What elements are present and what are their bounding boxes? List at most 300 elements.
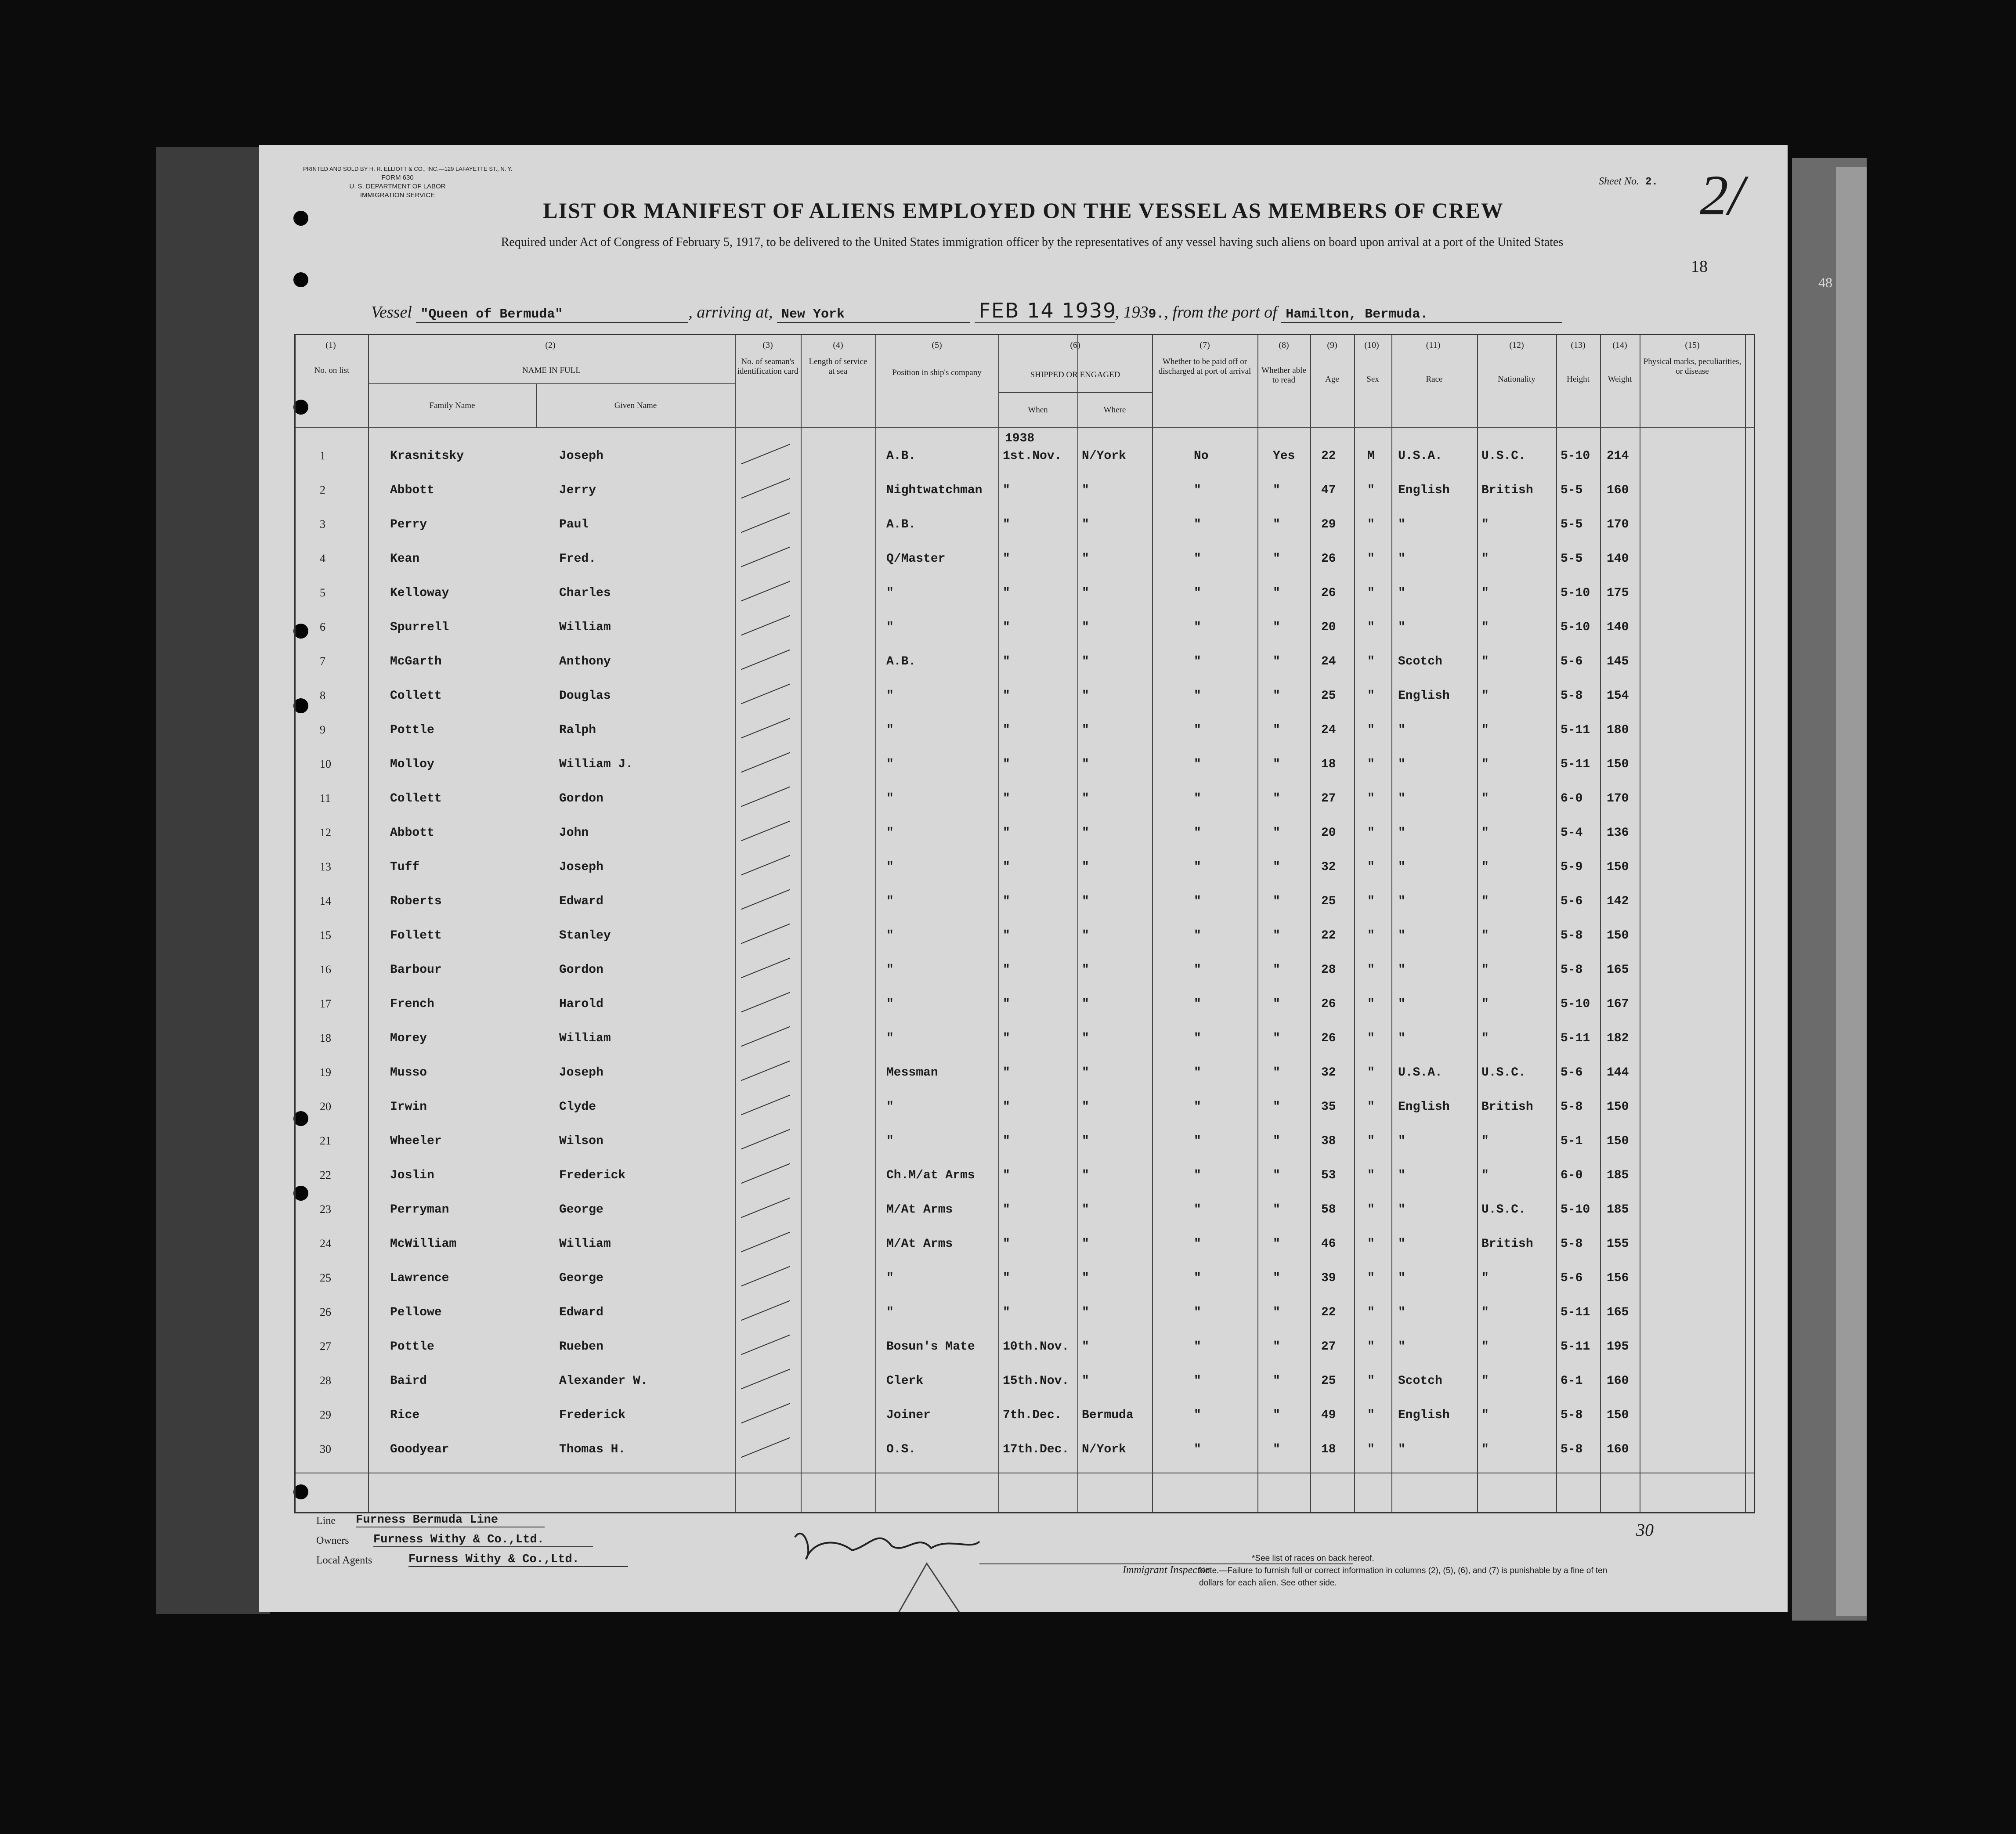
height: 5-6 [1561, 1271, 1583, 1285]
race: " [1398, 1271, 1405, 1285]
position: " [886, 621, 894, 634]
paid-off: " [1194, 997, 1201, 1011]
given-name: Harold [559, 997, 603, 1011]
sex: " [1367, 1374, 1375, 1388]
race: " [1398, 758, 1405, 771]
sex: " [1367, 1306, 1375, 1319]
position: " [886, 1032, 894, 1045]
family-name: Molloy [390, 758, 434, 771]
given-name: William [559, 621, 611, 634]
line-value: Furness Bermuda Line [356, 1513, 545, 1527]
height: 5-11 [1561, 1032, 1590, 1045]
shipped-where: " [1082, 1203, 1089, 1217]
table-row [296, 440, 1754, 475]
position: " [886, 997, 894, 1011]
row-number: 16 [320, 963, 331, 976]
sex: " [1367, 518, 1375, 531]
age: 39 [1321, 1271, 1336, 1285]
sex: " [1367, 1066, 1375, 1079]
shipped-where: " [1082, 586, 1089, 600]
weight: 150 [1607, 1100, 1629, 1114]
position: " [886, 586, 894, 600]
nationality: " [1481, 1408, 1489, 1422]
able-to-read: " [1273, 895, 1280, 908]
nationality: " [1481, 1032, 1489, 1045]
paid-off: " [1194, 552, 1201, 566]
sex: " [1367, 1237, 1375, 1251]
height: 5-8 [1561, 1443, 1583, 1456]
weight: 150 [1607, 860, 1629, 874]
weight: 160 [1607, 1443, 1629, 1456]
row-number: 22 [320, 1169, 331, 1181]
sex: " [1367, 929, 1375, 942]
height: 5-11 [1561, 758, 1590, 771]
height: 5-10 [1561, 1203, 1590, 1217]
position: " [886, 689, 894, 703]
card-check-mark [741, 547, 790, 567]
table-row [296, 783, 1754, 817]
paid-off: " [1194, 484, 1201, 497]
height: 5-10 [1561, 586, 1590, 600]
race: " [1398, 723, 1405, 737]
weight: 185 [1607, 1169, 1629, 1182]
shipped-where: " [1082, 1066, 1089, 1079]
age: 27 [1321, 792, 1336, 805]
card-check-mark [741, 1437, 790, 1458]
position: " [886, 1271, 894, 1285]
nationality: " [1481, 1169, 1489, 1182]
race: English [1398, 689, 1450, 703]
able-to-read: " [1273, 621, 1280, 634]
row-number: 23 [320, 1203, 331, 1216]
height: 5-10 [1561, 621, 1590, 634]
sex: M [1367, 449, 1375, 463]
row-number: 24 [320, 1237, 331, 1250]
row-number: 29 [320, 1408, 331, 1421]
height: 5-5 [1561, 518, 1583, 531]
sex: " [1367, 1443, 1375, 1456]
shipped-where: " [1082, 758, 1089, 771]
service: IMMIGRATION SERVICE [360, 191, 435, 199]
sheet-ref: 18 [1691, 257, 1708, 276]
paid-off: " [1194, 1066, 1201, 1079]
shipped-where: " [1082, 518, 1089, 531]
height: 6-0 [1561, 792, 1583, 805]
shipped-where: " [1082, 1271, 1089, 1285]
table-row [296, 817, 1754, 852]
shipped-when: " [1003, 758, 1010, 771]
age: 32 [1321, 1066, 1336, 1079]
nationality: " [1481, 1134, 1489, 1148]
position: Ch.M/at Arms [886, 1169, 975, 1182]
age: 38 [1321, 1134, 1336, 1148]
able-to-read: " [1273, 997, 1280, 1011]
table-row [296, 886, 1754, 920]
table-row [296, 852, 1754, 886]
able-to-read: " [1273, 586, 1280, 600]
printer-imprint: PRINTED AND SOLD BY H. R. ELLIOTT & CO., INC.—129 LAFAYETTE ST., N. Y. FORM 630 U. S. DEPARTMENT OF LABOR IMMIGRATION SERVICE [303, 166, 513, 199]
family-name: Irwin [390, 1100, 427, 1114]
nationality: " [1481, 689, 1489, 703]
age: 20 [1321, 621, 1336, 634]
family-name: Musso [390, 1066, 427, 1079]
row-number: 2 [320, 484, 325, 496]
nationality: " [1481, 586, 1489, 600]
height: 5-8 [1561, 929, 1583, 942]
able-to-read: " [1273, 484, 1280, 497]
position: " [886, 826, 894, 840]
shipped-when: " [1003, 826, 1010, 840]
table-row [296, 509, 1754, 543]
age: 29 [1321, 518, 1336, 531]
paid-off: " [1194, 1340, 1201, 1354]
able-to-read: " [1273, 792, 1280, 805]
able-to-read: " [1273, 1408, 1280, 1422]
race: English [1398, 1100, 1450, 1114]
height: 5-4 [1561, 826, 1583, 840]
position: " [886, 1306, 894, 1319]
paid-off: " [1194, 621, 1201, 634]
paid-off: " [1194, 1443, 1201, 1456]
height: 5-8 [1561, 1100, 1583, 1114]
shipped-where: " [1082, 1100, 1089, 1114]
position: " [886, 860, 894, 874]
nationality: " [1481, 655, 1489, 668]
nationality: " [1481, 518, 1489, 531]
table-row [296, 1023, 1754, 1057]
owners-value: Furness Withy & Co.,Ltd. [373, 1533, 593, 1547]
given-name: Thomas H. [559, 1443, 626, 1456]
card-check-mark [741, 478, 790, 499]
paid-off: " [1194, 1032, 1201, 1045]
row-number: 3 [320, 518, 325, 531]
shipped-where: " [1082, 655, 1089, 668]
family-name: Perryman [390, 1203, 449, 1217]
given-name: Joseph [559, 1066, 603, 1079]
family-name: Perry [390, 518, 427, 531]
given-name: Edward [559, 895, 603, 908]
age: 26 [1321, 586, 1336, 600]
given-name: Paul [559, 518, 589, 531]
shipped-where: " [1082, 963, 1089, 977]
shipped-where: " [1082, 1134, 1089, 1148]
row-number: 19 [320, 1066, 331, 1079]
nationality: " [1481, 929, 1489, 942]
nationality: " [1481, 552, 1489, 566]
nationality: " [1481, 1306, 1489, 1319]
handwritten-mark: 2/ [1700, 164, 1745, 227]
nationality: " [1481, 826, 1489, 840]
given-name: Wilson [559, 1134, 603, 1148]
position: Clerk [886, 1374, 924, 1388]
given-name: Clyde [559, 1100, 596, 1114]
row-number: 9 [320, 723, 325, 736]
shipped-where: " [1082, 895, 1089, 908]
position: Nightwatchman [886, 484, 983, 497]
paid-off: " [1194, 1203, 1201, 1217]
able-to-read: " [1273, 1169, 1280, 1182]
sex: " [1367, 689, 1375, 703]
family-name: Spurrell [390, 621, 449, 634]
given-name: John [559, 826, 589, 840]
sex: " [1367, 1169, 1375, 1182]
height: 5-8 [1561, 963, 1583, 977]
weight: 160 [1607, 484, 1629, 497]
family-name: Krasnitsky [390, 449, 464, 463]
footer-note: *See list of races on back hereof. Note.—Failure to furnish full or correct information in columns (2), (5), (6), and (7) is punishable by a fine of ten dollars for each alien. See other side. [1199, 1554, 1608, 1588]
race: " [1398, 1340, 1405, 1354]
position: Joiner [886, 1408, 931, 1422]
card-check-mark [741, 1129, 790, 1150]
weight: 150 [1607, 758, 1629, 771]
card-check-mark [741, 1198, 790, 1218]
row-number: 7 [320, 655, 325, 668]
table-row [296, 1297, 1754, 1331]
row-number: 15 [320, 929, 331, 942]
card-check-mark [741, 992, 790, 1013]
given-name: Joseph [559, 860, 603, 874]
family-name: Pellowe [390, 1306, 442, 1319]
given-name: Gordon [559, 792, 603, 805]
shipped-when: " [1003, 484, 1010, 497]
given-name: Ralph [559, 723, 596, 737]
weight: 140 [1607, 621, 1629, 634]
given-name: William [559, 1032, 611, 1045]
row-number: 4 [320, 552, 325, 565]
year-header-row: 1938 [1005, 432, 1035, 445]
race: " [1398, 1237, 1405, 1251]
able-to-read: " [1273, 552, 1280, 566]
weight: 140 [1607, 552, 1629, 566]
given-name: Joseph [559, 449, 603, 463]
shipped-where: " [1082, 792, 1089, 805]
nationality: " [1481, 1443, 1489, 1456]
shipped-when: " [1003, 621, 1010, 634]
shipped-where: " [1082, 1032, 1089, 1045]
table-row [296, 715, 1754, 749]
card-check-mark [741, 1335, 790, 1355]
weight: 150 [1607, 929, 1629, 942]
shipped-when: " [1003, 518, 1010, 531]
row-number: 27 [320, 1340, 331, 1353]
sex: " [1367, 1134, 1375, 1148]
family-name: Joslin [390, 1169, 434, 1182]
count-mark: 30 [1636, 1520, 1654, 1540]
card-check-mark [741, 513, 790, 533]
height: 5-10 [1561, 997, 1590, 1011]
height: 5-1 [1561, 1134, 1583, 1148]
weight: 195 [1607, 1340, 1629, 1354]
race: " [1398, 860, 1405, 874]
row-number: 13 [320, 860, 331, 873]
row-number: 28 [320, 1374, 331, 1387]
departure-port: Hamilton, Bermuda. [1281, 307, 1562, 323]
age: 26 [1321, 997, 1336, 1011]
shipped-when: " [1003, 929, 1010, 942]
race: " [1398, 1169, 1405, 1182]
card-check-mark [741, 1061, 790, 1081]
row-number: 18 [320, 1032, 331, 1044]
shipped-where: " [1082, 723, 1089, 737]
position: " [886, 929, 894, 942]
shipped-where: N/York [1082, 449, 1126, 463]
table-row [296, 1194, 1754, 1228]
family-name: Abbott [390, 826, 434, 840]
race: " [1398, 895, 1405, 908]
shipped-when: " [1003, 723, 1010, 737]
position: A.B. [886, 518, 916, 531]
weight: 155 [1607, 1237, 1629, 1251]
paid-off: " [1194, 1100, 1201, 1114]
card-check-mark [741, 1026, 790, 1047]
weight: 167 [1607, 997, 1629, 1011]
family-name: Collett [390, 689, 442, 703]
row-number: 26 [320, 1306, 331, 1318]
page-subtitle: Required under Act of Congress of February 5, 1917, to be delivered to the United States immigration officer by the representatives of any vessel having such aliens on board upon arrival at a port of the United States [501, 235, 1564, 249]
punch-hole [293, 272, 308, 287]
nationality: " [1481, 621, 1489, 634]
weight: 170 [1607, 518, 1629, 531]
table-row [296, 1434, 1754, 1468]
nationality: " [1481, 758, 1489, 771]
shipped-where: " [1082, 484, 1089, 497]
row-number: 8 [320, 689, 325, 702]
row-number: 30 [320, 1443, 331, 1455]
paid-off: " [1194, 895, 1201, 908]
row-number: 1 [320, 449, 325, 462]
position: " [886, 963, 894, 977]
age: 47 [1321, 484, 1336, 497]
nationality: " [1481, 963, 1489, 977]
family-name: Pottle [390, 1340, 434, 1354]
shipped-when: " [1003, 1237, 1010, 1251]
sex: " [1367, 484, 1375, 497]
weight: 182 [1607, 1032, 1629, 1045]
age: 46 [1321, 1237, 1336, 1251]
weight: 170 [1607, 792, 1629, 805]
height: 5-10 [1561, 449, 1590, 463]
height: 5-5 [1561, 484, 1583, 497]
able-to-read: " [1273, 1066, 1280, 1079]
family-name: Goodyear [390, 1443, 449, 1456]
shipped-when: 1st.Nov. [1003, 449, 1062, 463]
given-name: Edward [559, 1306, 603, 1319]
shipped-when: " [1003, 586, 1010, 600]
position: " [886, 723, 894, 737]
family-name: McGarth [390, 655, 442, 668]
shipped-where: " [1082, 1237, 1089, 1251]
paid-off: " [1194, 860, 1201, 874]
family-name: Collett [390, 792, 442, 805]
family-name: Baird [390, 1374, 427, 1388]
sex: " [1367, 552, 1375, 566]
able-to-read: " [1273, 929, 1280, 942]
family-name: Rice [390, 1408, 420, 1422]
row-number: 20 [320, 1100, 331, 1113]
weight: 180 [1607, 723, 1629, 737]
position: M/At Arms [886, 1237, 953, 1251]
shipped-where: " [1082, 689, 1089, 703]
date-stamp: FEB 14 1939 [975, 299, 1115, 323]
card-check-mark [741, 1163, 790, 1184]
table-row [296, 578, 1754, 612]
position: M/At Arms [886, 1203, 953, 1217]
edge-number: 48 [1818, 274, 1832, 290]
age: 26 [1321, 552, 1336, 566]
table-row [296, 749, 1754, 783]
card-check-mark [741, 684, 790, 704]
height: 5-8 [1561, 689, 1583, 703]
sex: " [1367, 963, 1375, 977]
able-to-read: " [1273, 1271, 1280, 1285]
race: " [1398, 792, 1405, 805]
able-to-read: " [1273, 1203, 1280, 1217]
able-to-read: " [1273, 1340, 1280, 1354]
family-name: Abbott [390, 484, 434, 497]
able-to-read: " [1273, 1032, 1280, 1045]
shipped-when: " [1003, 655, 1010, 668]
shipped-when: " [1003, 860, 1010, 874]
height: 6-0 [1561, 1169, 1583, 1182]
card-check-mark [741, 752, 790, 773]
weight: 145 [1607, 655, 1629, 668]
nationality: " [1481, 723, 1489, 737]
shipped-when: " [1003, 1032, 1010, 1045]
able-to-read: " [1273, 1374, 1280, 1388]
family-name: McWilliam [390, 1237, 457, 1251]
position: " [886, 792, 894, 805]
given-name: William [559, 1237, 611, 1251]
race: " [1398, 586, 1405, 600]
nationality: U.S.C. [1481, 1203, 1526, 1217]
age: 26 [1321, 1032, 1336, 1045]
weight: 175 [1607, 586, 1629, 600]
weight: 150 [1607, 1408, 1629, 1422]
sex: " [1367, 655, 1375, 668]
age: 32 [1321, 860, 1336, 874]
family-name: Barbour [390, 963, 442, 977]
table-row [296, 680, 1754, 715]
able-to-read: " [1273, 963, 1280, 977]
card-check-mark [741, 650, 790, 670]
weight: 150 [1607, 1134, 1629, 1148]
shipped-when: " [1003, 1271, 1010, 1285]
weight: 160 [1607, 1374, 1629, 1388]
family-name: Wheeler [390, 1134, 442, 1148]
age: 24 [1321, 655, 1336, 668]
race: " [1398, 552, 1405, 566]
position: A.B. [886, 655, 916, 668]
card-check-mark [741, 1232, 790, 1253]
age: 25 [1321, 895, 1336, 908]
age: 25 [1321, 689, 1336, 703]
sex: " [1367, 1100, 1375, 1114]
family-name: Kean [390, 552, 420, 566]
paid-off: " [1194, 826, 1201, 840]
shipped-when: 10th.Nov. [1003, 1340, 1069, 1354]
table-row [296, 1365, 1754, 1400]
nationality: " [1481, 997, 1489, 1011]
card-check-mark [741, 958, 790, 978]
shipped-where: " [1082, 929, 1089, 942]
nationality: " [1481, 1340, 1489, 1354]
nationality: U.S.C. [1481, 1066, 1526, 1079]
able-to-read: " [1273, 1134, 1280, 1148]
row-number: 14 [320, 895, 331, 907]
nationality: " [1481, 1374, 1489, 1388]
family-name: French [390, 997, 434, 1011]
race: " [1398, 1443, 1405, 1456]
